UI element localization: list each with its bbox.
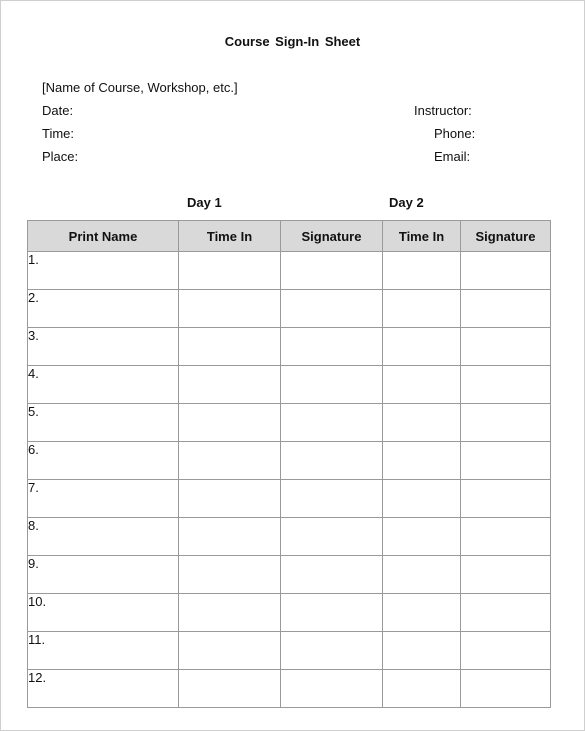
day-2-heading: Day 2 (389, 195, 424, 210)
day1-signature-cell (281, 594, 383, 632)
day2-time-in-header: Time In (383, 221, 461, 252)
table-row (28, 252, 551, 290)
table-row (28, 290, 551, 328)
day2-time-in-cell (383, 328, 461, 366)
day1-signature-cell (281, 480, 383, 518)
day2-signature-cell (461, 556, 551, 594)
day1-time-in-cell (179, 594, 281, 632)
day2-signature-cell (461, 290, 551, 328)
day2-signature-cell (461, 442, 551, 480)
table-header-row (28, 221, 551, 252)
table-row (28, 670, 551, 708)
row-number: 9. (28, 556, 179, 594)
day1-signature-cell (281, 442, 383, 480)
day1-time-in-header: Time In (179, 221, 281, 252)
row-number: 5. (28, 404, 179, 442)
attendance-table (27, 220, 551, 708)
day1-signature-cell (281, 290, 383, 328)
day1-time-in-cell (179, 480, 281, 518)
day-1-heading: Day 1 (187, 195, 222, 210)
day1-signature-cell (281, 632, 383, 670)
day1-signature-cell (281, 328, 383, 366)
day2-time-in-cell (383, 290, 461, 328)
day1-signature-cell (281, 670, 383, 708)
day2-signature-cell (461, 594, 551, 632)
day2-time-in-cell (383, 518, 461, 556)
day1-time-in-cell (179, 632, 281, 670)
day2-signature-cell (461, 632, 551, 670)
table-row (28, 442, 551, 480)
day2-signature-cell (461, 480, 551, 518)
day1-signature-cell (281, 556, 383, 594)
day1-signature-cell (281, 252, 383, 290)
course-name-placeholder: [Name of Course, Workshop, etc.] (42, 80, 238, 95)
page-title: Course Sign-In Sheet (224, 34, 361, 49)
table-row (28, 366, 551, 404)
day1-time-in-cell (179, 252, 281, 290)
day2-signature-cell (461, 404, 551, 442)
day1-signature-cell (281, 366, 383, 404)
table-row (28, 594, 551, 632)
day1-time-in-cell (179, 404, 281, 442)
day2-time-in-cell (383, 252, 461, 290)
table-row (28, 328, 551, 366)
row-number: 7. (28, 480, 179, 518)
row-number: 4. (28, 366, 179, 404)
row-number: 1. (28, 252, 179, 290)
day1-signature-header: Signature (281, 221, 383, 252)
day1-time-in-cell (179, 366, 281, 404)
day2-time-in-cell (383, 404, 461, 442)
time-label: Time: (42, 126, 75, 141)
day1-time-in-cell (179, 670, 281, 708)
print-name-header: Print Name (28, 221, 179, 252)
table-row (28, 632, 551, 670)
instructor-label: Instructor: (414, 103, 472, 118)
row-number: 3. (28, 328, 179, 366)
day2-signature-cell (461, 518, 551, 556)
day2-signature-cell (461, 670, 551, 708)
day2-time-in-cell (383, 442, 461, 480)
row-number: 12. (28, 670, 179, 708)
day1-time-in-cell (179, 518, 281, 556)
row-number: 8. (28, 518, 179, 556)
row-number: 6. (28, 442, 179, 480)
day2-time-in-cell (383, 594, 461, 632)
row-number: 10. (28, 594, 179, 632)
email-label: Email: (434, 149, 471, 164)
row-number: 2. (28, 290, 179, 328)
day1-time-in-cell (179, 328, 281, 366)
day2-time-in-cell (383, 670, 461, 708)
phone-label: Phone: (434, 126, 476, 141)
day2-time-in-cell (383, 366, 461, 404)
day2-signature-cell (461, 252, 551, 290)
row-number: 11. (28, 632, 179, 670)
table-row (28, 404, 551, 442)
day2-time-in-cell (383, 480, 461, 518)
day2-time-in-cell (383, 632, 461, 670)
day1-time-in-cell (179, 290, 281, 328)
date-label: Date: (42, 103, 74, 118)
day1-time-in-cell (179, 442, 281, 480)
table-row (28, 518, 551, 556)
day2-signature-cell (461, 328, 551, 366)
place-label: Place: (42, 149, 79, 164)
table-row (28, 556, 551, 594)
day1-signature-cell (281, 404, 383, 442)
day1-signature-cell (281, 518, 383, 556)
day2-signature-header: Signature (461, 221, 551, 252)
day1-time-in-cell (179, 556, 281, 594)
day2-signature-cell (461, 366, 551, 404)
day2-time-in-cell (383, 556, 461, 594)
table-row (28, 480, 551, 518)
